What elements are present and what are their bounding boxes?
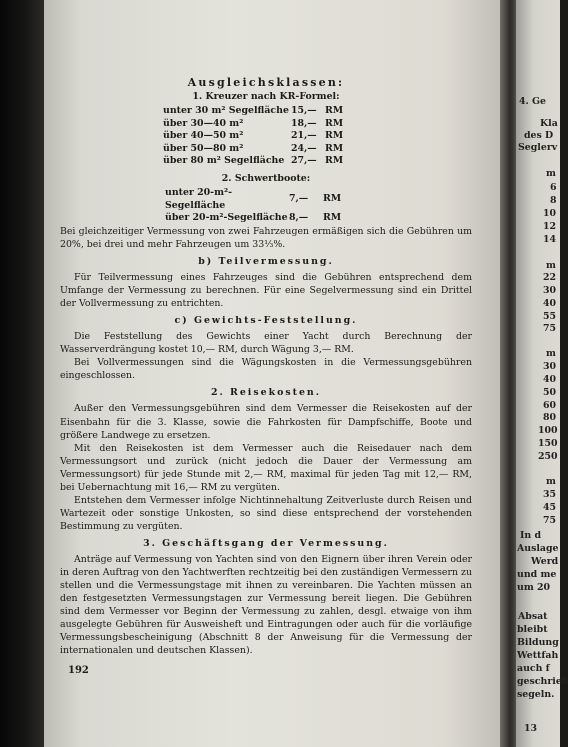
right-page-fragment: 6 (550, 182, 557, 193)
section-paragraph: Anträge auf Vermessung von Yachten sind von den Eignern über ihren Verein oder in deren Auftrag von den Yachtwerften rechtzeitig bei den zuständigen Vermessern zu stellen und die Vermessungstage mit ihnen zu vereinbaren. Die Yachten müssen an den festgesetzten Vermessungstagen zur Vermessung bereit liegen. Die Gebühren sind dem Vermesser vor Beginn der Vermessung zu zahlen, desgl. etwaige von ihm ausgelegte Gebühren für Ausweisheft und Eintragungen oder auch für die vorläufige Vermessungsbescheinigung (Abschnitt 8 der Anweisung für die Vermessung der internationalen und deutschen Klassen). (60, 553, 472, 657)
kreuzer-fee-table (163, 105, 359, 168)
fee-label: unter 20-m²-Segelfläche (165, 187, 232, 211)
right-page-fragment: 13 (524, 723, 538, 734)
right-page-fragment: Wettfah (517, 650, 559, 661)
right-page-fragment: m (546, 476, 556, 487)
fee-label: über 20-m²-Segelfläche (165, 212, 288, 224)
right-page-fragment: 30 (543, 361, 557, 372)
fee-unit: RM (325, 105, 344, 117)
right-page-fragment: 150 (538, 438, 558, 449)
right-page-fragment: Auslage (517, 543, 559, 554)
right-page-fragment: 55 (543, 311, 557, 322)
right-page-fragment: m (546, 168, 556, 179)
right-page-fragment: In d (520, 530, 542, 541)
section-paragraph: Entstehen dem Vermesser infolge Nichtinnehaltung Zeitverluste durch Reisen und Wartezeit oder sonstige Unkosten, so sind diese entsprechend der vorstehenden Bestimmung zu vergüten. (60, 494, 472, 532)
schwertboote-fee-table (165, 187, 357, 225)
page-number: 192 (68, 665, 89, 676)
section-heading: 3. Geschäftsgang der Vermessung. (143, 537, 389, 549)
right-page-fragment: 8 (550, 195, 557, 206)
right-page-fragment: Bildung (517, 637, 559, 648)
discount-paragraph: Bei gleichzeitiger Vermessung von zwei Fahrzeugen ermäßigen sich die Gebühren um 20%, bei drei und mehr Fahrzeugen um 33⅓%. (60, 225, 472, 250)
fee-row (165, 212, 357, 225)
fee-amount: 21,— (291, 130, 317, 142)
right-page-fragment: bleibt (517, 624, 548, 635)
right-page-fragment: 22 (543, 272, 557, 283)
page-heading: Ausgleichsklassen: (187, 76, 345, 89)
right-page-fragment: 250 (538, 451, 558, 462)
right-page-fragment: 14 (543, 234, 557, 245)
right-page-fragment: 4. Ge (519, 96, 547, 107)
fee-row (163, 118, 359, 131)
section-paragraph: Die Feststellung des Gewichts einer Yacht durch Berechnung der Wasserverdrängung kostet 10,— RM, durch Wägung 3,— RM. (60, 331, 472, 356)
fee-amount: 18,— (291, 117, 317, 129)
section-heading: b) Teilvermessung. (198, 255, 334, 267)
right-page-fragment: Kla (540, 118, 558, 129)
section-paragraph: Bei Vollvermessungen sind die Wägungskosten in die Vermessungsgebühren eingeschlossen. (60, 357, 472, 382)
section-heading: c) Gewichts-Feststellung. (174, 315, 358, 327)
fee-label: über 30—40 m² (163, 117, 244, 129)
right-page-fragment: 40 (543, 374, 557, 385)
kreuzer-subheading: 1. Kreuzer nach KR-Formel: (192, 91, 340, 103)
right-page-fragment: m (546, 260, 556, 271)
right-page-fragment: 60 (543, 400, 557, 411)
fee-label: über 40—50 m² (163, 130, 244, 142)
right-page-fragment: m (546, 348, 556, 359)
fee-label: über 80 m² Segelfläche (163, 155, 285, 167)
fee-amount: 24,— (291, 142, 317, 154)
section-paragraph: Außer den Vermessungsgebühren sind dem Vermesser die Reisekosten auf der Eisenbahn für die 3. Klasse, sowie die Fahrkosten für Dampfschiffe, Boote und größere Landwege zu ersetzen. (60, 403, 472, 441)
right-page-fragment: 45 (543, 502, 557, 513)
fee-unit: RM (323, 193, 342, 205)
right-page-fragment: 12 (543, 221, 557, 232)
left-page-content (60, 76, 472, 657)
right-page-fragment: segeln. (517, 689, 555, 700)
right-page-fragment: 75 (543, 515, 557, 526)
right-page-fragment: Werd (531, 556, 559, 567)
section-paragraph: Mit den Reisekosten ist dem Vermesser auch die Reisedauer nach dem Vermessungsort und zurück (nicht jedoch die Dauer der Vermessung am Vermessungsort) für jede Stunde mit 2,— RM, maximal für jeden Tag mit 12,— RM, bei Uebernachtung mit 16,— RM zu vergüten. (60, 442, 472, 493)
right-page-fragment: Seglerv (518, 142, 558, 153)
fee-amount: 15,— (291, 105, 317, 117)
right-page-fragment: 80 (543, 412, 557, 423)
right-page-fragment: um 20 (517, 582, 551, 593)
right-page-fragment: 100 (538, 425, 558, 436)
book-spine-left (0, 0, 44, 747)
fee-unit: RM (325, 142, 344, 154)
schwertboote-subheading: 2. Schwertboote: (221, 173, 311, 185)
fee-unit: RM (325, 155, 344, 167)
right-page-fragment: 40 (543, 298, 557, 309)
right-page-fragment: 10 (543, 208, 557, 219)
fee-amount: 8,— (289, 212, 309, 224)
right-page (516, 0, 568, 747)
fee-row (163, 105, 359, 118)
fee-unit: RM (325, 117, 344, 129)
right-page-fragment: Absat (518, 611, 548, 622)
right-page-fragment: geschrieb (517, 676, 568, 687)
fee-unit: RM (325, 130, 344, 142)
fee-label: unter 30 m² Segelfläche (163, 105, 289, 117)
right-page-fragment: 30 (543, 285, 557, 296)
right-page-fragment: 35 (543, 489, 557, 500)
right-page-fragment: 75 (543, 323, 557, 334)
right-page-fragment: und me (517, 569, 557, 580)
section-heading: 2. Reisekosten. (210, 387, 321, 399)
fee-amount: 27,— (291, 155, 317, 167)
section-paragraph: Für Teilvermessung eines Fahrzeuges sind die Gebühren entsprechend dem Umfange der Vermessung zu berechnen. Für eine Segelvermessung sind ein Drittel der Vollvermessung zu entrichten. (60, 272, 472, 310)
fee-label: über 50—80 m² (163, 142, 244, 154)
right-page-fragment: auch f (517, 663, 550, 674)
fee-row (163, 143, 359, 156)
fee-row (163, 130, 359, 143)
right-page-fragment: des D (524, 130, 554, 141)
right-page-fragment: 50 (543, 387, 557, 398)
fee-row (163, 155, 359, 168)
fee-unit: RM (323, 212, 342, 224)
sections (60, 255, 472, 657)
fee-row (165, 187, 357, 212)
fee-amount: 7,— (289, 193, 309, 205)
